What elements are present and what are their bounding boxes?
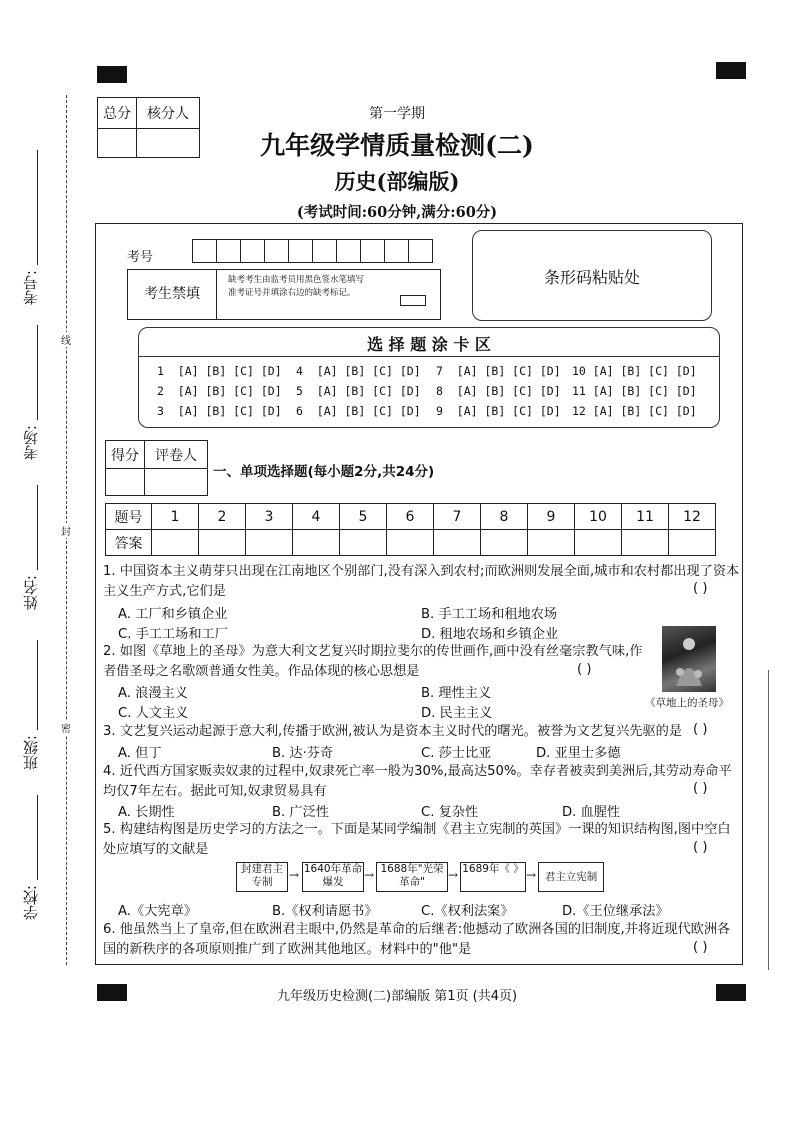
- q4-opt-b: B. 广泛性: [272, 805, 329, 820]
- q-no: 11: [572, 384, 586, 398]
- exam-no-box[interactable]: [385, 239, 409, 263]
- grader-cell[interactable]: [145, 469, 208, 496]
- answer-cell[interactable]: [434, 530, 481, 556]
- answer-cell[interactable]: [481, 530, 528, 556]
- card-row-12[interactable]: [572, 404, 697, 418]
- q-opts[interactable]: [A] [B] [C] [D]: [316, 384, 421, 398]
- q5-opt-d: D.《王位继承法》: [562, 904, 669, 919]
- room-line: [37, 325, 38, 420]
- q-opts[interactable]: [A] [B] [C] [D]: [177, 384, 282, 398]
- q-opts[interactable]: [A] [B] [C] [D]: [456, 404, 561, 418]
- card-row-1[interactable]: [157, 364, 282, 378]
- q-opts[interactable]: [A] [B] [C] [D]: [592, 364, 697, 378]
- q-number: 4: [293, 504, 340, 530]
- q1-opt-c: C. 手工工场和工厂: [118, 627, 228, 642]
- checker-label: 核分人: [137, 98, 200, 129]
- arrow-icon: →: [448, 868, 459, 882]
- q4-opt-c: C. 复杂性: [421, 805, 479, 820]
- q2-opt-c: C. 人文主义: [118, 706, 189, 721]
- q2-opt-b: B. 理性主义: [421, 686, 492, 701]
- answer-cell[interactable]: [340, 530, 387, 556]
- answer-cell[interactable]: [575, 530, 622, 556]
- exam-no-box[interactable]: [313, 239, 337, 263]
- q2-paren[interactable]: ( ): [577, 662, 592, 677]
- choice-card-title: 选 择 题 涂 卡 区: [367, 335, 491, 354]
- cut-mark-2: 封: [61, 523, 71, 538]
- q-no: 3: [157, 404, 164, 418]
- q5-opt-a: A.《大宪章》: [118, 904, 197, 919]
- card-row-5[interactable]: [296, 384, 421, 398]
- exam-no-field-label: 考号: [127, 250, 154, 265]
- answer-cell[interactable]: [293, 530, 340, 556]
- q1-opt-a: A. 工厂和乡镇企业: [118, 607, 228, 622]
- q-opts[interactable]: [A] [B] [C] [D]: [592, 404, 697, 418]
- name-line: [37, 485, 38, 570]
- card-row-2[interactable]: [157, 384, 282, 398]
- q-no: 4: [296, 364, 303, 378]
- answer-cell[interactable]: [528, 530, 575, 556]
- arrow-icon: →: [364, 868, 375, 882]
- q3-opt-b: B. 达·芬奇: [272, 746, 334, 761]
- q3-opt-a: A. 但丁: [118, 746, 162, 761]
- class-line: [37, 640, 38, 730]
- forbidden-area: [127, 269, 441, 320]
- exam-info: (考试时间:60分钟,满分:60分): [296, 204, 498, 221]
- corner-mark: [716, 62, 746, 79]
- q-number: 8: [481, 504, 528, 530]
- page-title: 九年级学情质量检测(二): [260, 131, 534, 160]
- q-opts[interactable]: [A] [B] [C] [D]: [177, 364, 282, 378]
- q-number: 10: [575, 504, 622, 530]
- school-line: [37, 795, 38, 880]
- card-row-7[interactable]: [436, 364, 561, 378]
- q2-opt-a: A. 浪漫主义: [118, 686, 188, 701]
- card-row-9[interactable]: [436, 404, 561, 418]
- painting-caption: 《草地上的圣母》: [645, 697, 729, 709]
- q-no: 12: [572, 404, 586, 418]
- answer-cell[interactable]: [246, 530, 293, 556]
- answer-grid: [105, 503, 716, 556]
- q-opts[interactable]: [A] [B] [C] [D]: [316, 404, 421, 418]
- section-title: 一、单项选择题(每小题2分,共24分): [213, 464, 435, 480]
- card-row-8[interactable]: [436, 384, 561, 398]
- q-number: 12: [669, 504, 716, 530]
- exam-no-boxes: [192, 239, 433, 263]
- q-number: 2: [199, 504, 246, 530]
- row-a-label: 答案: [106, 530, 152, 556]
- question-6: 6. 他虽然当上了皇帝,但在欧洲君主眼中,仍然是革命的后继者:他撼动了欧洲各国的旧制度,并将近现代欧洲各国的新秩序的各项原则推广到了欧洲其他地区。材料中的"他"是: [103, 922, 731, 957]
- q-no: 5: [296, 384, 303, 398]
- cut-mark-1: 线: [61, 332, 71, 347]
- choice-card-divider: [139, 356, 719, 357]
- q-opts[interactable]: [A] [B] [C] [D]: [177, 404, 282, 418]
- exam-no-box[interactable]: [361, 239, 385, 263]
- painting-image: [662, 626, 716, 692]
- question-5: 5. 构建结构图是历史学习的方法之一。下面是某同学编制《君主立宪制的英国》一课的知识结构图,图中空白处应填写的文献是: [103, 822, 731, 857]
- question-4: 4. 近代西方国家贩卖奴隶的过程中,奴隶死亡率一般为30%,最高达50%。幸存者被卖到美洲后,其劳动寿命平均仅7年左右。据此可知,奴隶贸易具有: [103, 764, 732, 799]
- q-no: 8: [436, 384, 443, 398]
- grader-label: 评卷人: [145, 441, 208, 469]
- q-no: 7: [436, 364, 443, 378]
- q-no: 6: [296, 404, 303, 418]
- answer-cell[interactable]: [199, 530, 246, 556]
- flow-box-1: 封建君主专制: [236, 862, 288, 892]
- q-opts[interactable]: [A] [B] [C] [D]: [456, 384, 561, 398]
- answer-cell[interactable]: [622, 530, 669, 556]
- q-number: 7: [434, 504, 481, 530]
- exam-no-box[interactable]: [192, 239, 217, 263]
- q5-paren[interactable]: ( ): [693, 840, 708, 855]
- card-row-10[interactable]: [572, 364, 697, 378]
- total-label: 总分: [98, 98, 137, 129]
- q5-opt-b: B.《权利请愿书》: [272, 904, 378, 919]
- q-no: 1: [157, 364, 164, 378]
- question-2: 2. 如图《草地上的圣母》为意大利文艺复兴时期拉斐尔的传世画作,画中没有丝毫宗教气味,作者借圣母之名歌颂普通女性美。作品体现的核心思想是: [103, 644, 643, 679]
- q3-paren[interactable]: ( ): [693, 722, 708, 737]
- madonna-figure-icon: [662, 626, 716, 692]
- exam-no-label: 考号:: [22, 270, 40, 306]
- school-label: 学校:: [22, 885, 40, 921]
- arrow-icon: →: [289, 868, 300, 882]
- flow-box-4[interactable]: 1689年《 》: [460, 862, 526, 892]
- q-no: 10: [572, 364, 586, 378]
- q-no: 2: [157, 384, 164, 398]
- q5-opt-c: C.《权利法案》: [421, 904, 514, 919]
- absent-mark-box[interactable]: [400, 295, 426, 306]
- flow-box-3: 1688年"光荣革命": [376, 862, 448, 892]
- card-row-3[interactable]: [157, 404, 282, 418]
- class-label: 班级:: [22, 735, 40, 771]
- card-row-4[interactable]: [296, 364, 421, 378]
- barcode-label: 条形码粘贴处: [543, 268, 640, 287]
- edge-line: [768, 670, 769, 970]
- q1-opt-b: B. 手工工场和租地农场: [421, 607, 558, 622]
- q2-opt-d: D. 民主主义: [421, 706, 493, 721]
- card-row-6[interactable]: [296, 404, 421, 418]
- page-footer: 九年级历史检测(二)部编版 第1页 (共4页): [276, 989, 518, 1004]
- barcode-area: [472, 230, 712, 321]
- score-cell[interactable]: [106, 469, 145, 496]
- q-opts[interactable]: [A] [B] [C] [D]: [592, 384, 697, 398]
- q4-opt-a: A. 长期性: [118, 805, 175, 820]
- q-opts[interactable]: [A] [B] [C] [D]: [316, 364, 421, 378]
- exam-no-box[interactable]: [217, 239, 241, 263]
- name-label: 姓名:: [22, 575, 40, 611]
- cut-mark-3: 密: [61, 720, 71, 735]
- score-label: 得分: [106, 441, 145, 469]
- q4-opt-d: D. 血腥性: [562, 805, 621, 820]
- corner-mark: [97, 66, 127, 83]
- q-number: 11: [622, 504, 669, 530]
- q-opts[interactable]: [A] [B] [C] [D]: [456, 364, 561, 378]
- card-row-11[interactable]: [572, 384, 697, 398]
- q-number: 1: [152, 504, 199, 530]
- answer-cell[interactable]: [387, 530, 434, 556]
- arrow-icon: →: [526, 868, 537, 882]
- term: 第一学期: [369, 106, 425, 122]
- question-1: 1. 中国资本主义萌芽只出现在江南地区个别部门,没有深入到农村;而欧洲则发展全面,城市和农村都出现了资本主义生产方式,它们是: [103, 564, 740, 599]
- q6-paren[interactable]: ( ): [693, 940, 708, 955]
- absent-note: 缺考考生由监考员用黑色签水笔填写准考证号并填涂右边的缺考标记。: [228, 275, 365, 298]
- exam-no-box[interactable]: [337, 239, 361, 263]
- answer-cell[interactable]: [152, 530, 199, 556]
- exam-no-box[interactable]: [241, 239, 265, 263]
- answer-cell[interactable]: [669, 530, 716, 556]
- room-label: 考场:: [22, 425, 40, 461]
- q3-opt-d: D. 亚里士多德: [536, 746, 621, 761]
- forbidden-label: 考生禁填: [128, 270, 217, 319]
- q-number: 5: [340, 504, 387, 530]
- q3-opt-c: C. 莎士比亚: [421, 746, 492, 761]
- q-no: 9: [436, 404, 443, 418]
- q-number: 6: [387, 504, 434, 530]
- q4-paren[interactable]: ( ): [693, 781, 708, 796]
- subject-title: 历史(部编版): [334, 169, 460, 194]
- q-number: 9: [528, 504, 575, 530]
- question-3: 3. 文艺复兴运动起源于意大利,传播于欧洲,被认为是资本主义时代的曙光。被誉为文艺复兴先驱的是: [103, 724, 683, 739]
- q1-paren[interactable]: ( ): [693, 581, 708, 596]
- exam-no-box[interactable]: [409, 239, 433, 263]
- flow-box-5: 君主立宪制: [538, 862, 604, 892]
- q-number: 3: [246, 504, 293, 530]
- exam-no-box[interactable]: [265, 239, 289, 263]
- exam-no-box[interactable]: [289, 239, 313, 263]
- row-q-label: 题号: [106, 504, 152, 530]
- section-score-table: [105, 440, 208, 496]
- flow-box-2: 1640年革命爆发: [302, 862, 364, 892]
- q1-opt-d: D. 租地农场和乡镇企业: [421, 627, 559, 642]
